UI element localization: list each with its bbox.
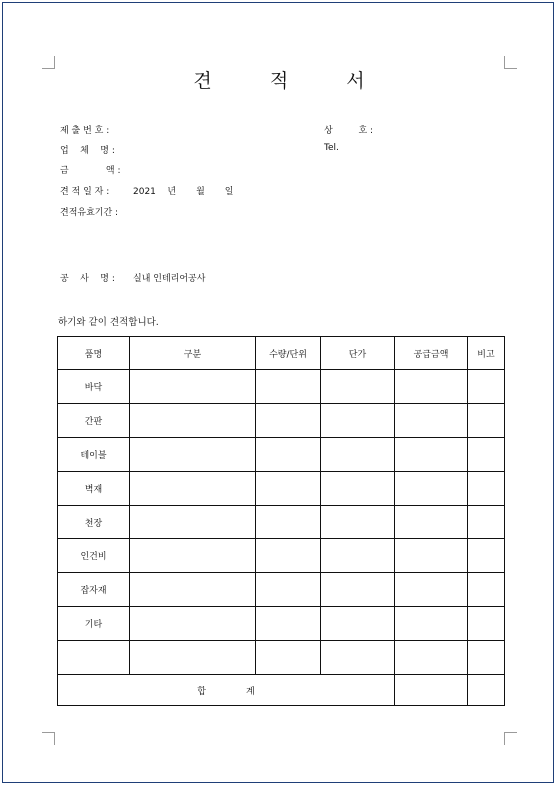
header-category: 구분: [130, 337, 256, 370]
item-name-cell: 인건비: [58, 539, 130, 573]
quantity-cell[interactable]: [256, 437, 321, 471]
table-row: [58, 437, 505, 471]
supply-amount-cell[interactable]: [395, 471, 468, 505]
table-row: [58, 403, 505, 437]
project-name-value: 실내 인테리어공사: [133, 274, 206, 284]
total-remarks-cell[interactable]: [468, 675, 505, 706]
remarks-cell[interactable]: [468, 471, 505, 505]
total-amount-cell[interactable]: [395, 675, 468, 706]
header-supply-amount: 공급금액: [395, 337, 468, 370]
quantity-cell[interactable]: [256, 539, 321, 573]
header-quantity-unit: 수량/단위: [256, 337, 321, 370]
table-row: [58, 539, 505, 573]
item-name-cell: 벽재: [58, 471, 130, 505]
remarks-cell[interactable]: [468, 539, 505, 573]
remarks-cell[interactable]: [468, 641, 505, 675]
item-name-cell[interactable]: [58, 641, 130, 675]
unit-price-cell[interactable]: [321, 573, 395, 607]
category-cell[interactable]: [130, 505, 256, 539]
project-name-label: 공 사 명 :: [60, 274, 115, 284]
quote-date-label: 견 적 일 자 :: [60, 187, 110, 197]
unit-price-cell[interactable]: [321, 641, 395, 675]
category-cell[interactable]: [130, 437, 256, 471]
unit-price-cell[interactable]: [321, 403, 395, 437]
table-row: [58, 607, 505, 641]
crop-mark-bottom-right: [504, 732, 517, 745]
category-cell[interactable]: [130, 471, 256, 505]
quantity-cell[interactable]: [256, 403, 321, 437]
crop-mark-bottom-left: [42, 732, 55, 745]
total-label: 합계: [58, 675, 395, 706]
unit-price-cell[interactable]: [321, 539, 395, 573]
remarks-cell[interactable]: [468, 607, 505, 641]
supply-amount-cell[interactable]: [395, 573, 468, 607]
unit-price-cell[interactable]: [321, 437, 395, 471]
item-name-cell: 기타: [58, 607, 130, 641]
validity-period-label: 견적유효기간 :: [60, 208, 119, 218]
supply-amount-cell[interactable]: [395, 539, 468, 573]
category-cell[interactable]: [130, 539, 256, 573]
header-remarks: 비고: [468, 337, 505, 370]
document-title: 견 적 서: [193, 70, 391, 92]
item-name-cell: 테이블: [58, 437, 130, 471]
remarks-cell[interactable]: [468, 403, 505, 437]
item-name-cell: 바닥: [58, 370, 130, 404]
unit-price-cell[interactable]: [321, 370, 395, 404]
quantity-cell[interactable]: [256, 641, 321, 675]
tel-label: Tel.: [324, 143, 339, 153]
table-row: [58, 471, 505, 505]
company-name-label: 업 체 명 :: [60, 146, 115, 156]
item-name-cell: 천장: [58, 505, 130, 539]
remarks-cell[interactable]: [468, 505, 505, 539]
submission-number-label: 제 출 번 호 :: [60, 126, 110, 136]
trade-name-label: 상 호 :: [324, 126, 374, 136]
supply-amount-cell[interactable]: [395, 607, 468, 641]
supply-amount-cell[interactable]: [395, 403, 468, 437]
table-row: [58, 505, 505, 539]
category-cell[interactable]: [130, 641, 256, 675]
item-name-cell: 잡자재: [58, 573, 130, 607]
remarks-cell[interactable]: [468, 370, 505, 404]
remarks-cell[interactable]: [468, 437, 505, 471]
quantity-cell[interactable]: [256, 505, 321, 539]
intro-text: 하기와 같이 견적합니다.: [58, 317, 159, 328]
table-row: [58, 573, 505, 607]
quantity-cell[interactable]: [256, 573, 321, 607]
category-cell[interactable]: [130, 370, 256, 404]
unit-price-cell[interactable]: [321, 505, 395, 539]
category-cell[interactable]: [130, 607, 256, 641]
total-row: [58, 675, 505, 706]
header-unit-price: 단가: [321, 337, 395, 370]
category-cell[interactable]: [130, 573, 256, 607]
amount-label: 금 액 :: [60, 166, 121, 176]
unit-price-cell[interactable]: [321, 471, 395, 505]
quote-date-value: 2021 년 월 일: [133, 187, 234, 197]
table-row: [58, 641, 505, 675]
supply-amount-cell[interactable]: [395, 641, 468, 675]
supply-amount-cell[interactable]: [395, 437, 468, 471]
table-row: [58, 370, 505, 404]
header-item-name: 품명: [58, 337, 130, 370]
supply-amount-cell[interactable]: [395, 505, 468, 539]
item-name-cell: 간판: [58, 403, 130, 437]
quantity-cell[interactable]: [256, 370, 321, 404]
quantity-cell[interactable]: [256, 607, 321, 641]
category-cell[interactable]: [130, 403, 256, 437]
remarks-cell[interactable]: [468, 573, 505, 607]
quantity-cell[interactable]: [256, 471, 321, 505]
supply-amount-cell[interactable]: [395, 370, 468, 404]
unit-price-cell[interactable]: [321, 607, 395, 641]
quote-table: [57, 336, 505, 706]
table-header-row: [58, 337, 505, 370]
